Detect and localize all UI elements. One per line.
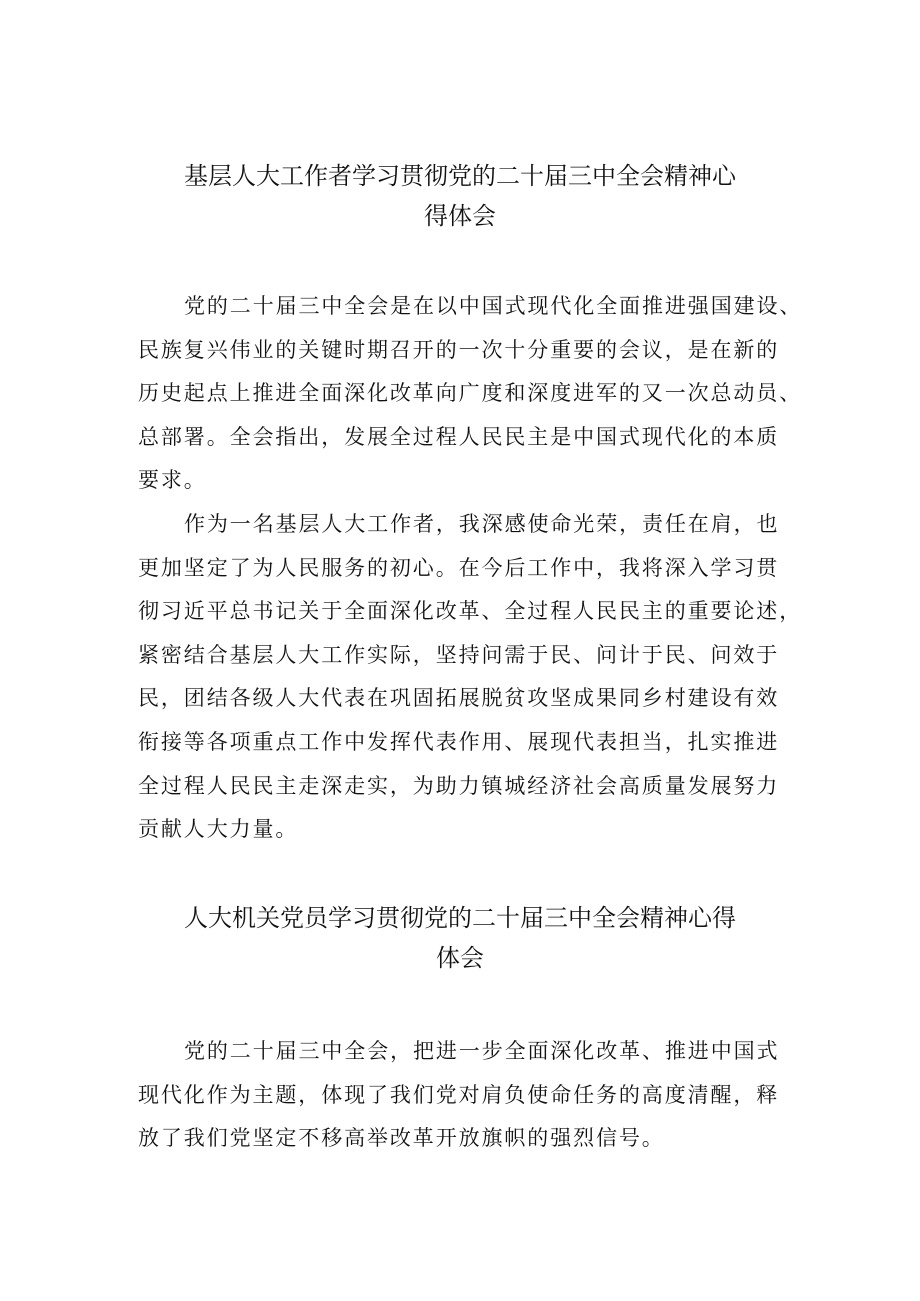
paragraph-line: 民，团结各级人大代表在巩固拓展脱贫攻坚成果同乡村建设有效 bbox=[138, 686, 780, 711]
article-1-title-line: 基层人大工作者学习贯彻党的二十届三中全会精神心 bbox=[184, 162, 736, 190]
paragraph-line: 党的二十届三中全会，把进一步全面深化改革、推进中国式 bbox=[184, 1039, 780, 1063]
article-2-title-line: 人大机关党员学习贯彻党的二十届三中全会精神心得 bbox=[184, 904, 736, 932]
article-1-title-line: 得体会 bbox=[424, 202, 496, 230]
paragraph-line: 党的二十届三中全会是在以中国式现代化全面推进强国建设、 bbox=[184, 294, 803, 318]
paragraph-line: 作为一名基层人大工作者，我深感使命光荣，责任在肩，也 bbox=[184, 512, 780, 536]
paragraph-line: 更加坚定了为人民服务的初心。在今后工作中，我将深入学习贯 bbox=[138, 555, 780, 580]
paragraph-line: 全过程人民民主走深走实，为助力镇城经济社会高质量发展努力 bbox=[138, 773, 780, 798]
article-1-title bbox=[150, 156, 770, 236]
article-2-title bbox=[150, 898, 770, 978]
article-1-paragraph-1 bbox=[138, 285, 803, 503]
paragraph-line: 放了我们党坚定不移高举改革开放旗帜的强烈信号。 bbox=[138, 1126, 665, 1151]
article-2-title-line: 体会 bbox=[436, 944, 484, 972]
paragraph-line: 现代化作为主题，体现了我们党对肩负使命任务的高度清醒，释 bbox=[138, 1082, 780, 1107]
paragraph-line: 要求。 bbox=[138, 468, 207, 493]
paragraph-line: 彻习近平总书记关于全面深化改革、全过程人民民主的重要论述， bbox=[138, 599, 803, 624]
article-2-paragraph-1 bbox=[138, 1030, 798, 1161]
paragraph-line: 总部署。全会指出，发展全过程人民民主是中国式现代化的本质 bbox=[138, 424, 780, 449]
paragraph-line: 紧密结合基层人大工作实际，坚持问需于民、问计于民、问效于 bbox=[138, 642, 780, 667]
paragraph-line: 历史起点上推进全面深化改革向广度和深度进军的又一次总动员、 bbox=[138, 381, 803, 406]
paragraph-line: 衔接等各项重点工作中发挥代表作用、展现代表担当，扎实推进 bbox=[138, 729, 780, 754]
article-1-paragraph-2 bbox=[138, 503, 803, 852]
paragraph-line: 民族复兴伟业的关键时期召开的一次十分重要的会议，是在新的 bbox=[138, 337, 780, 362]
paragraph-line: 贡献人大力量。 bbox=[138, 817, 299, 842]
